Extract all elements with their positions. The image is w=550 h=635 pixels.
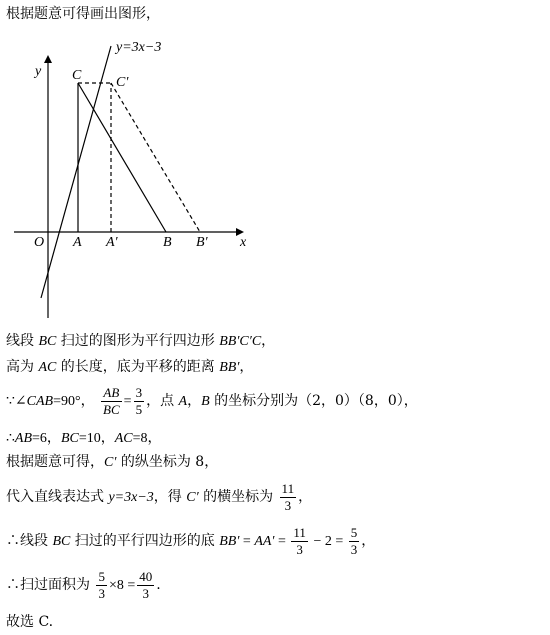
- line-graph: [41, 46, 111, 298]
- statement-6: 代入直线表达式 y=3x−3，得 C′ 的横坐标为 $\frac{11}{3}$ ，: [6, 480, 313, 513]
- point-a-label: A: [73, 235, 82, 250]
- point-b1-label: B′: [196, 235, 208, 250]
- statement-7: ∴线段 BC 扫过的平行四边形的底 BB′ = AA′ = $\frac{11}{3}$ − 2 = $\frac{5}{3}$ ，: [6, 524, 376, 557]
- fraction-5-3: $\frac{5}{3}$: [350, 524, 358, 557]
- fraction-ab-bc: $\frac{AB}{BC}$: [103, 384, 120, 417]
- statement-3: ∵∠CAB=90°， $\frac{AB}{BC}$ = $\frac{3}{5}$ ，点 A，B 的坐标分别为（2，0）（8，0），: [6, 384, 418, 417]
- x-axis-label: x: [240, 235, 247, 250]
- fraction-11-3: $\frac{11}{3}$: [281, 480, 295, 513]
- point-c-label: C: [72, 68, 82, 83]
- point-c1-label: C′: [116, 75, 129, 90]
- intro-text: 根据题意可得画出图形，: [6, 6, 160, 22]
- line-label: y=3x−3: [116, 40, 162, 55]
- fraction-11-3-b: $\frac{11}{3}$: [293, 524, 306, 557]
- answer-text: 故选 C.: [6, 614, 54, 630]
- fraction-5-3-b: $\frac{5}{3}$: [98, 568, 105, 601]
- fraction-3-5: $\frac{3}{5}$: [135, 384, 143, 417]
- point-a1-label: A′: [106, 235, 118, 250]
- statement-2: 高为 AC 的长度，底为平移的距离 BB′，: [6, 359, 254, 375]
- statement-5: 根据题意可得，C′ 的纵坐标为 8，: [6, 454, 219, 470]
- statement-1: 线段 BC 扫过的图形为平行四边形 BB′C′C，: [6, 333, 276, 349]
- fraction-40-3: $\frac{40}{3}$: [139, 568, 153, 601]
- coordinate-figure: [0, 32, 260, 332]
- origin-label: O: [34, 235, 45, 250]
- y-axis-arrow: [44, 55, 52, 63]
- y-axis-label: y: [35, 64, 42, 79]
- statement-4: ∴AB=6，BC=10，AC=8，: [6, 430, 162, 446]
- segment-cb: [78, 83, 166, 232]
- point-b-label: B: [163, 235, 172, 250]
- segment-c1b1: [111, 83, 200, 232]
- statement-8: ∴扫过面积为 $\frac{5}{3}$ ×8 = $\frac{40}{3}$ .: [6, 568, 161, 601]
